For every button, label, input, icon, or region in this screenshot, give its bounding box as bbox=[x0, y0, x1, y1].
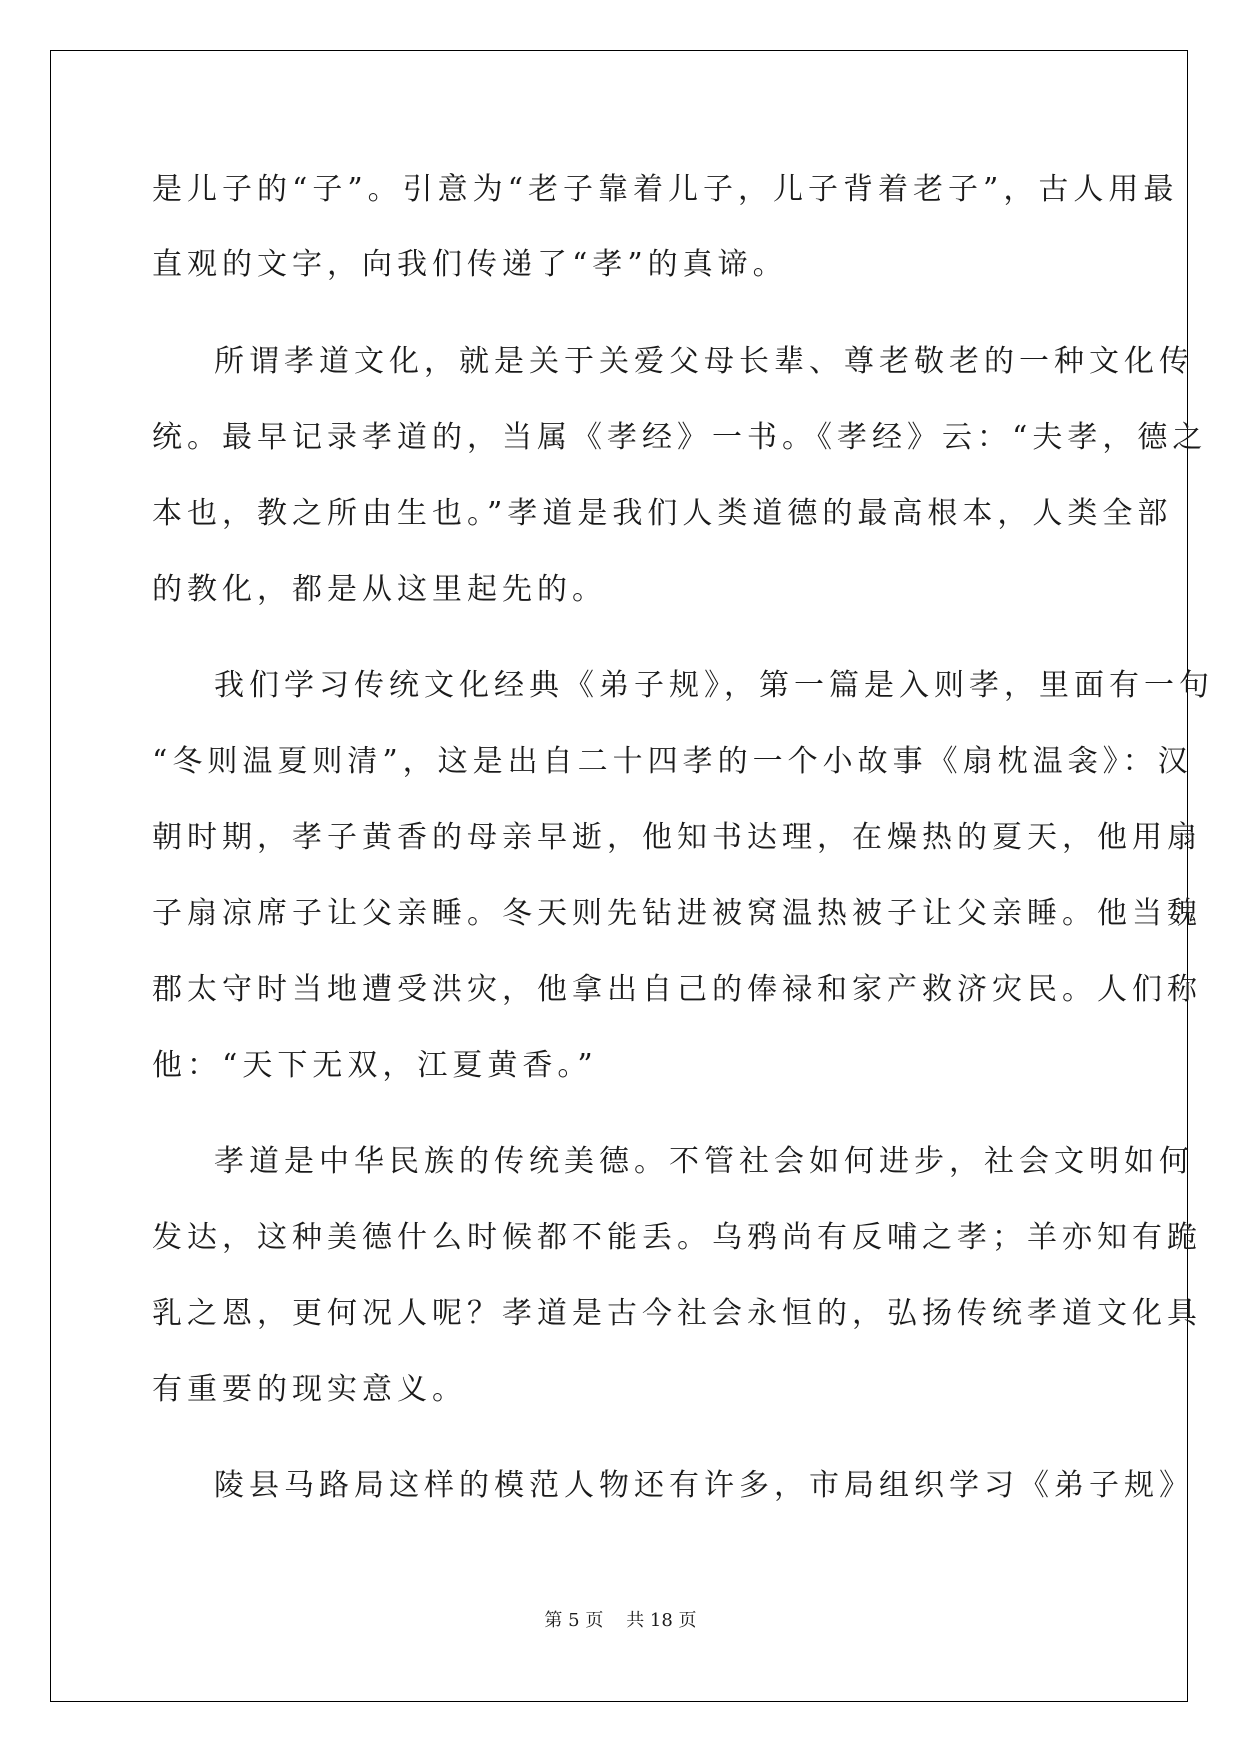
text-line: 子扇凉席子让父亲睡。冬天则先钻进被窝温热被子让父亲睡。他当魏 bbox=[152, 896, 1202, 931]
text-line: 发达，这种美德什么时候都不能丢。乌鸦尚有反哺之孝；羊亦知有跪 bbox=[152, 1220, 1202, 1255]
page-number: 第 5 页 共 18 页 bbox=[544, 1610, 697, 1631]
text-line: 直观的文字，向我们传递了“孝”的真谛。 bbox=[152, 247, 788, 282]
paragraph-first-line: 陵县马路局这样的模范人物还有许多，市局组织学习《弟子规》 bbox=[214, 1468, 1194, 1503]
paragraph-first-line: 所谓孝道文化，就是关于关爱父母长辈、尊老敬老的一种文化传 bbox=[214, 344, 1194, 379]
text-line: 是儿子的“子”。引意为“老子靠着儿子，儿子背着老子”，古人用最 bbox=[152, 172, 1179, 207]
text-line: 的教化，都是从这里起先的。 bbox=[152, 572, 607, 607]
text-line: “冬则温夏则清”，这是出自二十四孝的一个小故事《扇枕温衾》：汉 bbox=[152, 744, 1193, 779]
paragraph-first-line: 我们学习传统文化经典《弟子规》，第一篇是入则孝，里面有一句 bbox=[214, 668, 1214, 703]
text-line: 统。最早记录孝道的，当属《孝经》一书。《孝经》云：“夫孝，德之 bbox=[152, 420, 1208, 455]
text-line: 朝时期，孝子黄香的母亲早逝，他知书达理，在燥热的夏天，他用扇 bbox=[152, 820, 1202, 855]
text-line: 乳之恩，更何况人呢？孝道是古今社会永恒的，弘扬传统孝道文化具 bbox=[152, 1296, 1202, 1331]
text-line: 郡太守时当地遭受洪灾，他拿出自己的俸禄和家产救济灾民。人们称 bbox=[152, 972, 1202, 1007]
text-line: 有重要的现实意义。 bbox=[152, 1372, 467, 1407]
page-frame bbox=[50, 50, 1214, 1702]
text-line: 他：“天下无双，江夏黄香。” bbox=[152, 1048, 598, 1083]
paragraph-first-line: 孝道是中华民族的传统美德。不管社会如何进步，社会文明如何 bbox=[214, 1144, 1194, 1179]
text-line: 本也，教之所由生也。”孝道是我们人类道德的最高根本，人类全部 bbox=[152, 496, 1173, 531]
